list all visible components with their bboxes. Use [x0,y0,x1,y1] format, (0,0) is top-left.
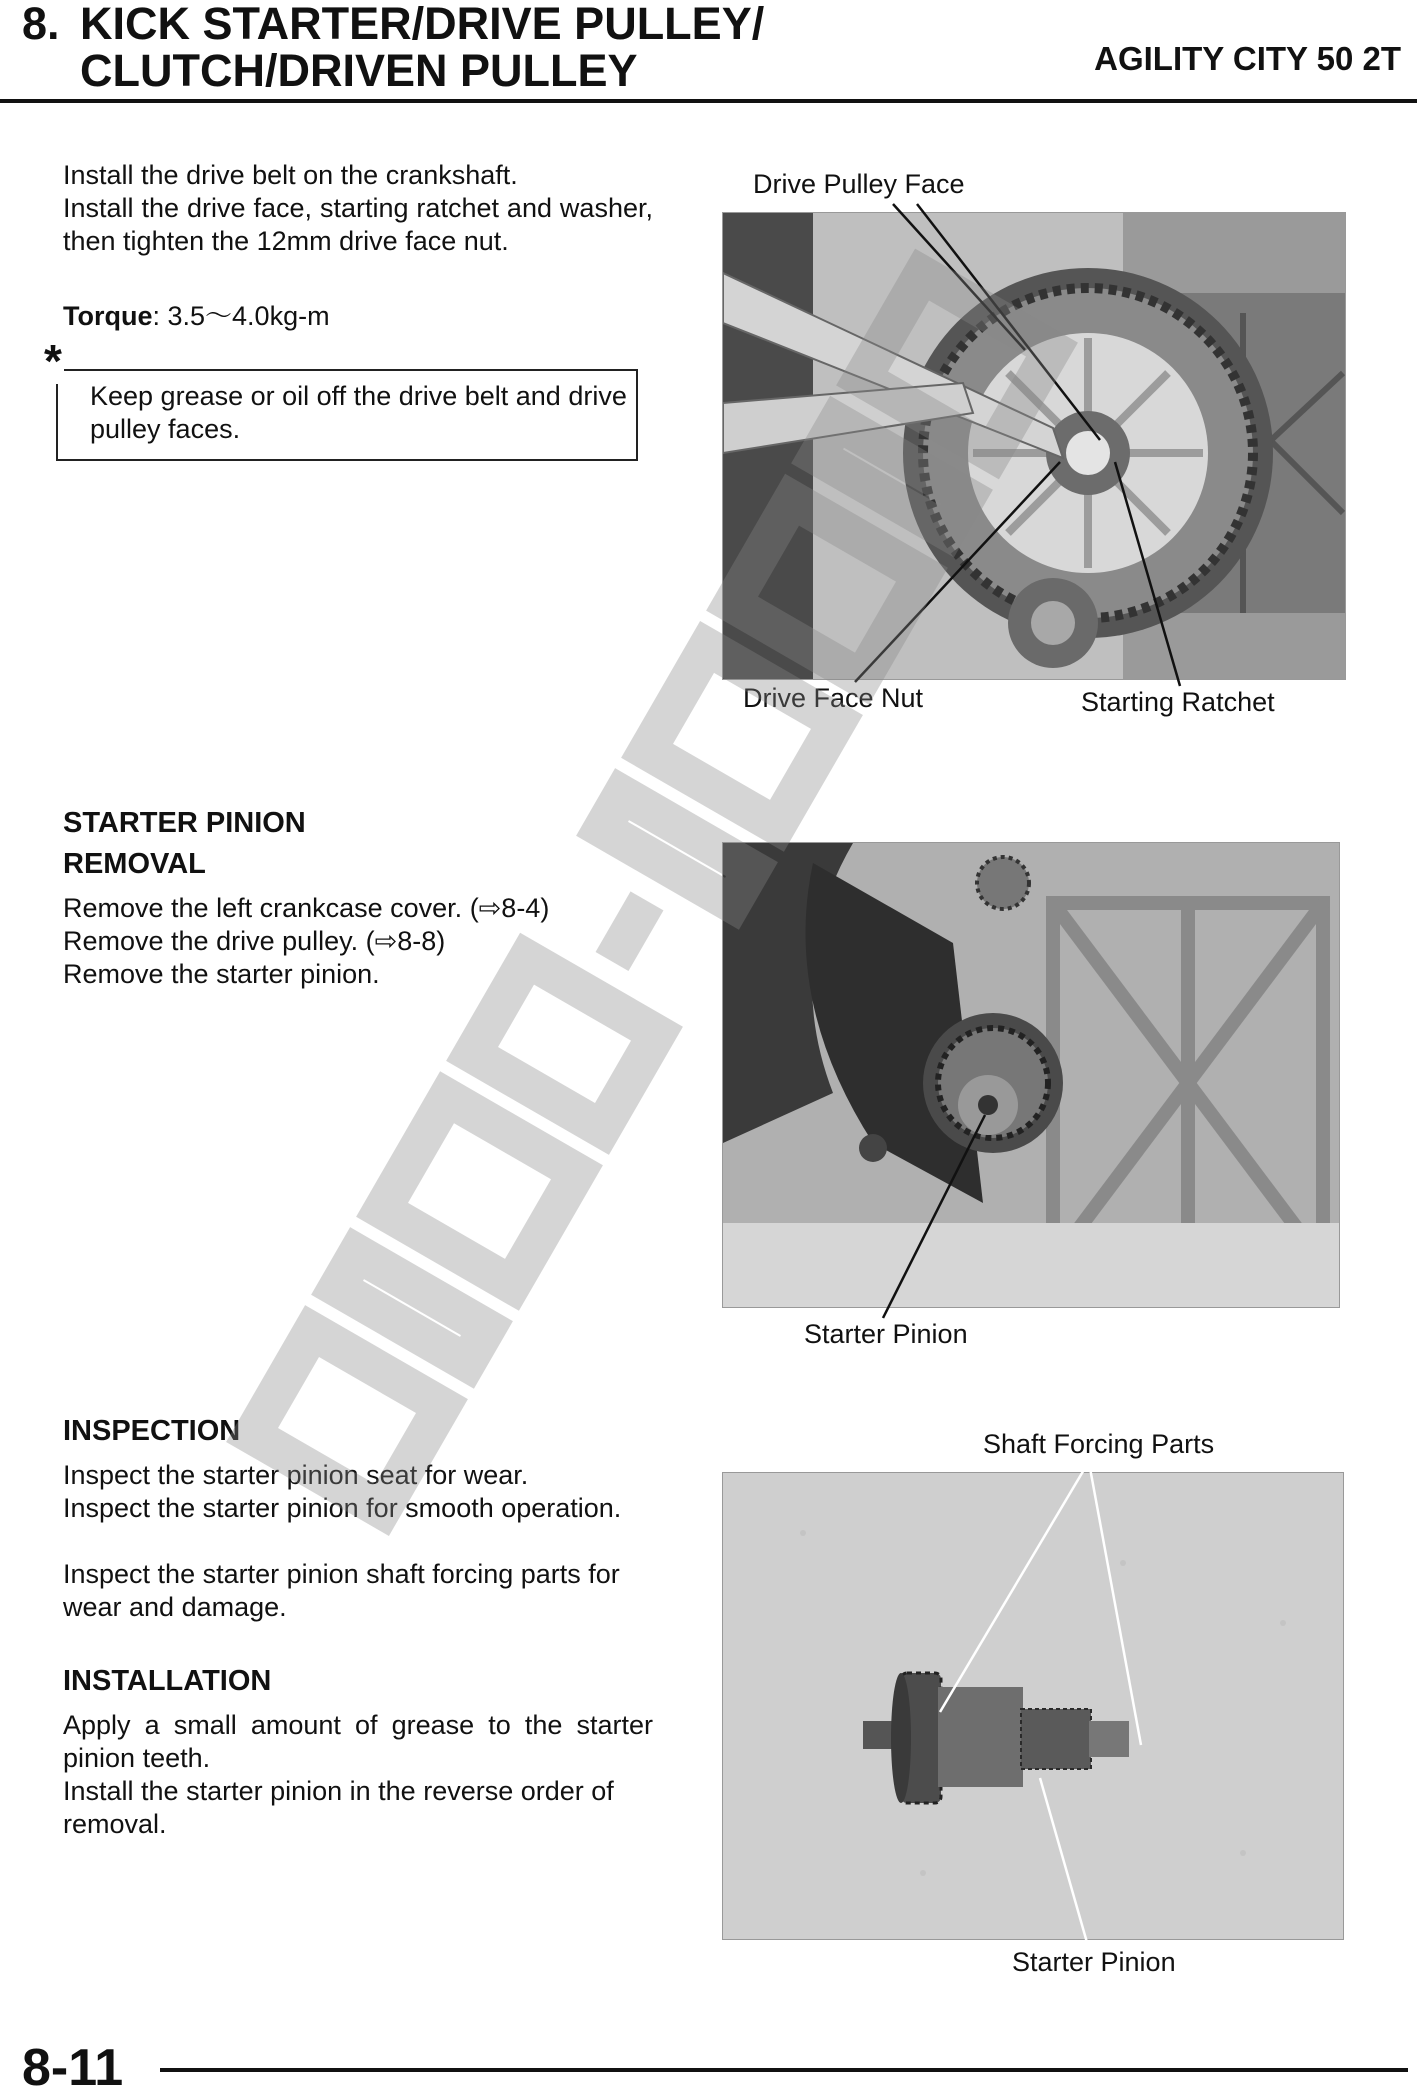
label-starter-pinion-removal: Starter Pinion [804,1319,968,1349]
caution-note-text: Keep grease or oil off the drive belt and drive pulley faces. [90,381,627,444]
drive-belt-instruction: Install the drive belt on the crankshaft. [63,160,518,190]
chapter-title-line1: KICK STARTER/DRIVE PULLEY/ [80,0,765,49]
removal-heading: REMOVAL [63,848,206,880]
label-starter-pinion-part: Starter Pinion [1012,1947,1176,1977]
installation-step-1: Apply a small amount of grease to the starter pinion teeth. [63,1710,653,1773]
drive-face-instruction: Install the drive face, starting ratchet and washer, then tighten the 12mm drive face nut. [63,193,653,256]
inspection-step-2: Inspect the starter pinion for smooth operation. [63,1493,622,1523]
caution-asterisk-icon: * [44,335,62,387]
label-drive-face-nut: Drive Face Nut [743,683,924,713]
inspection-heading: INSPECTION [63,1415,241,1447]
label-shaft-forcing-parts: Shaft Forcing Parts [983,1429,1215,1459]
removal-step-1: Remove the left crankcase cover. (⇨8-4) [63,893,550,923]
chapter-title [80,0,764,94]
page-number: 8-11 [22,2039,124,2097]
torque-value: : 3.5～4.0kg-m [152,301,330,331]
removal-step-3: Remove the starter pinion. [63,959,380,989]
installation-step-2: Install the starter pinion in the reverse order of removal. [63,1776,614,1839]
header-rule [0,99,1417,103]
inspection-step-3: Inspect the starter pinion shaft forcing parts for wear and damage. [63,1559,620,1622]
removal-step-2: Remove the drive pulley. (⇨8-8) [63,926,446,956]
torque-label: Torque [63,301,153,331]
label-drive-pulley-face: Drive Pulley Face [753,169,965,199]
installation-heading: INSTALLATION [63,1665,272,1697]
label-starting-ratchet: Starting Ratchet [1081,687,1275,717]
chapter-number: 8. [22,0,60,49]
torque-spec [63,300,653,333]
starter-pinion-part-photo [722,1472,1344,1940]
chapter-title-line2: CLUTCH/DRIVEN PULLEY [80,45,638,96]
inspection-step-1: Inspect the starter pinion seat for wear. [63,1460,529,1490]
model-name: AGILITY CITY 50 2T [1094,40,1401,77]
starter-pinion-installed-photo [722,842,1340,1308]
footer-rule [160,2068,1408,2072]
drive-pulley-photo [722,212,1346,680]
starter-pinion-heading: STARTER PINION [63,807,306,839]
